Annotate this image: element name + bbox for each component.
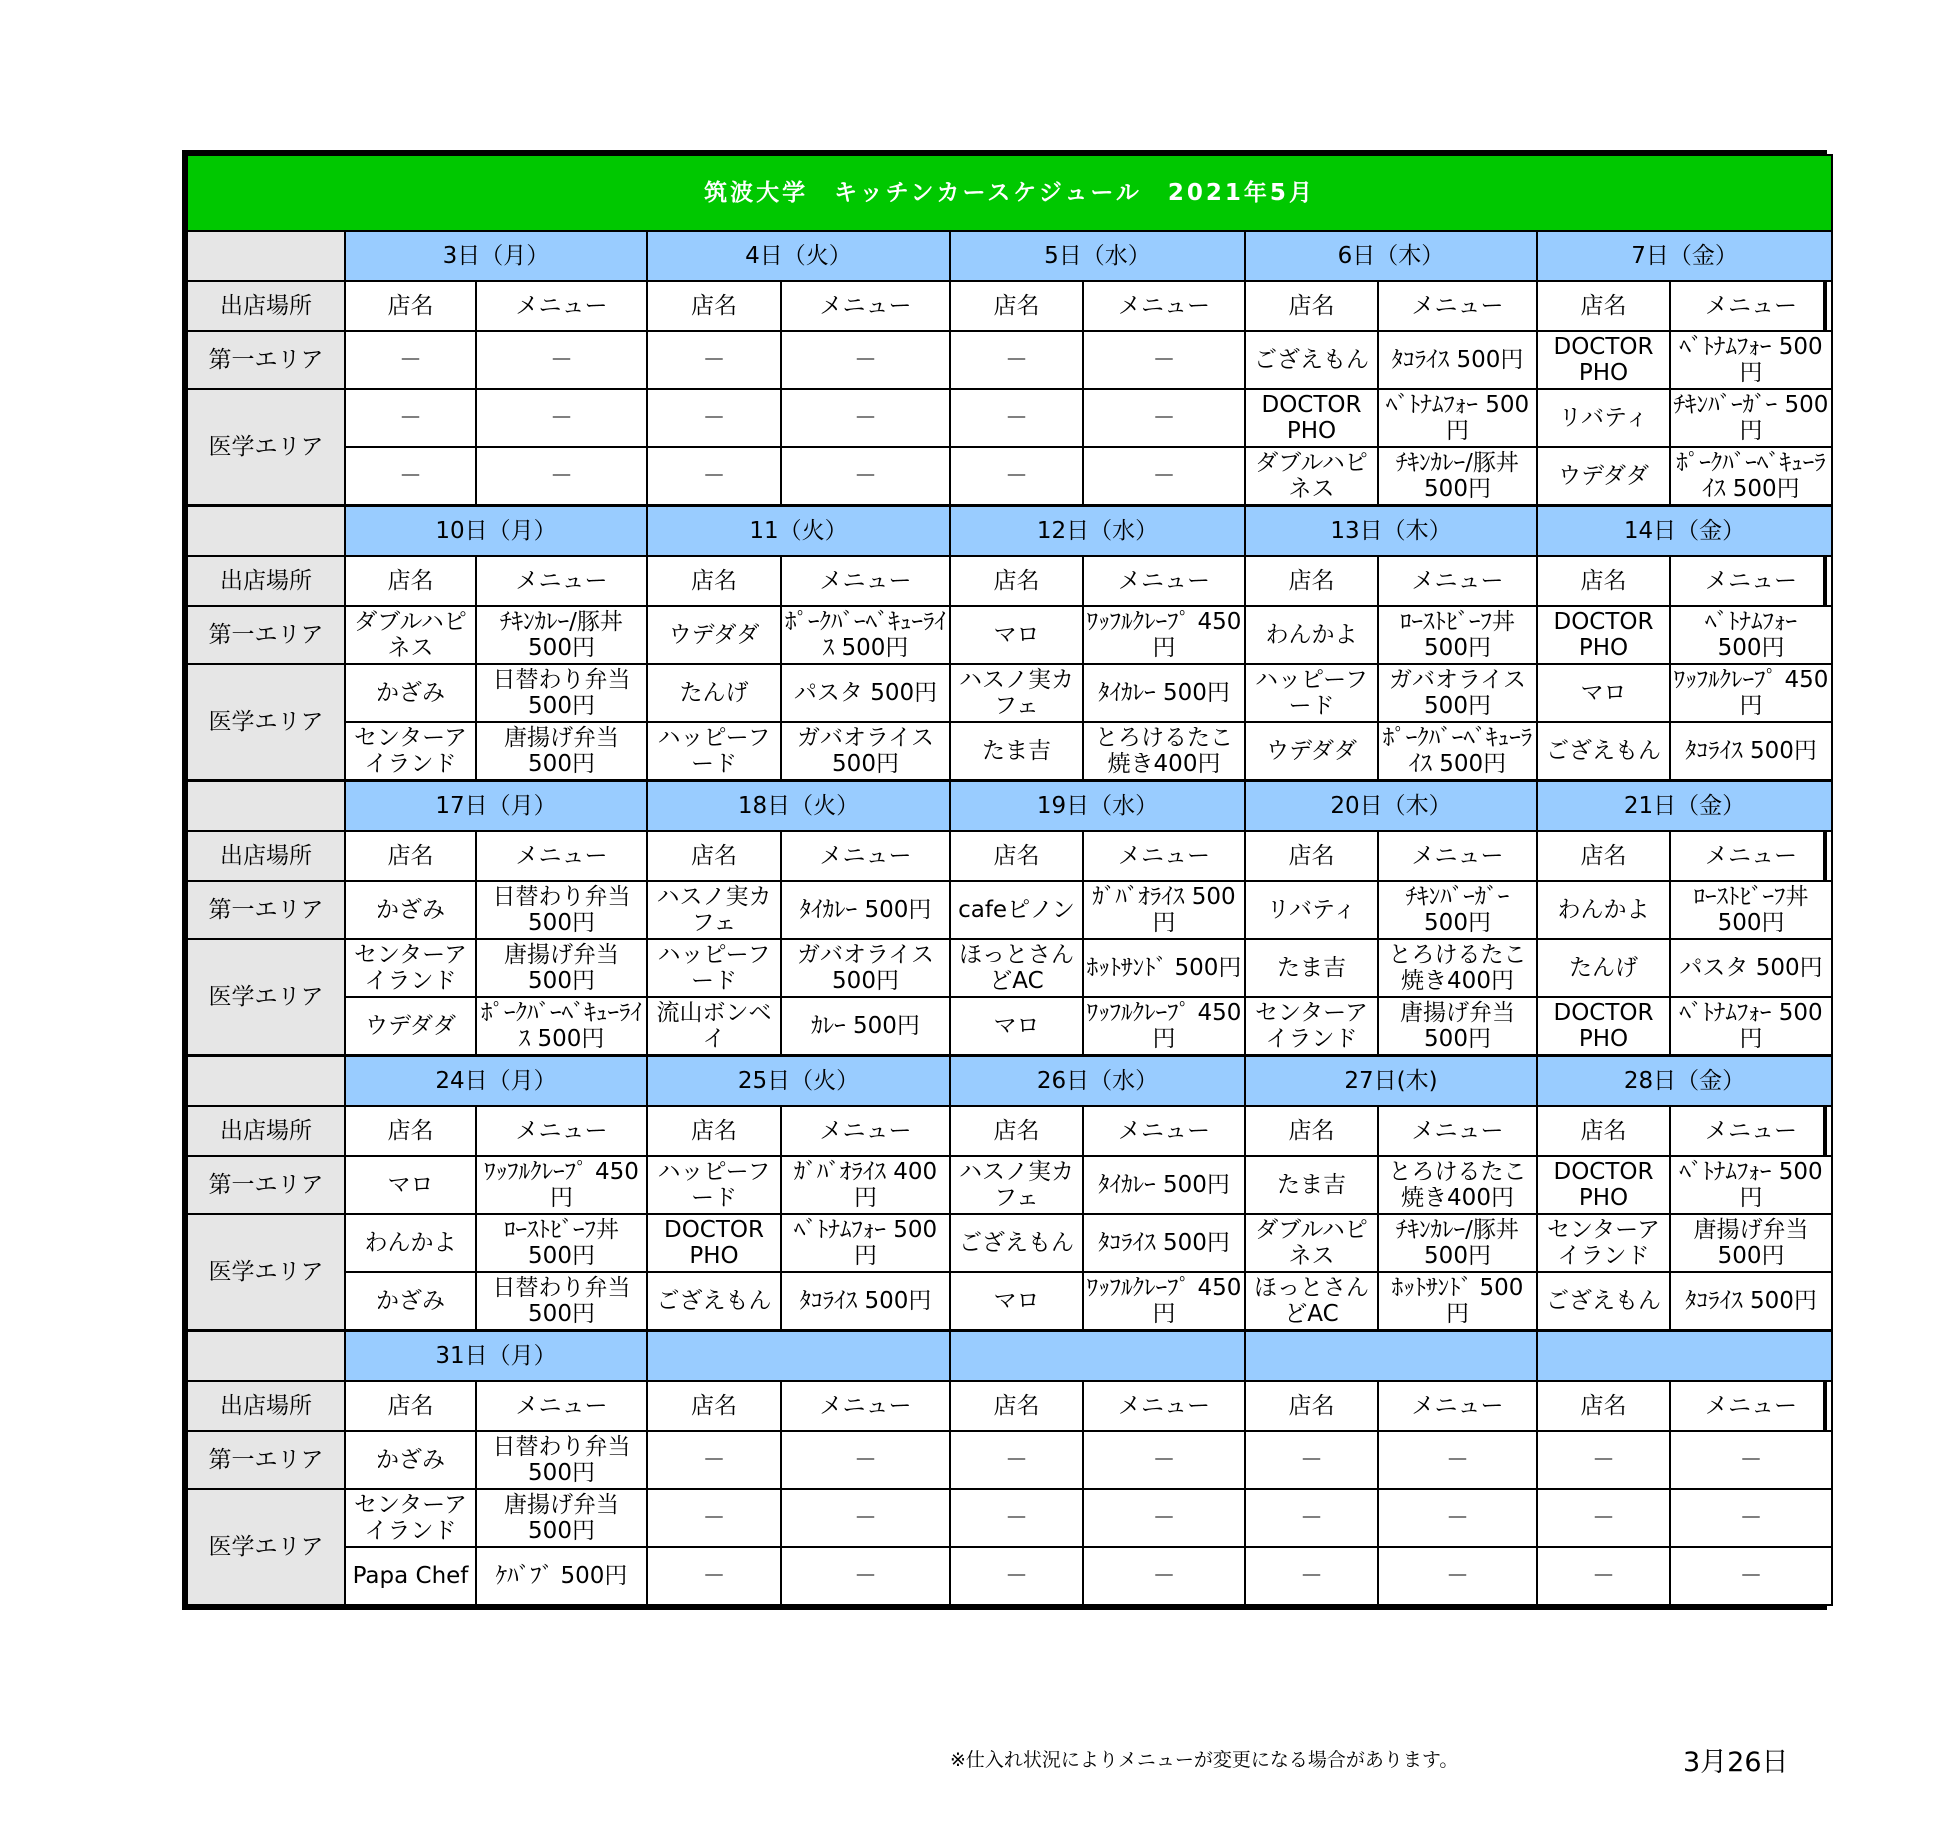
day-header: 25日（火） xyxy=(647,1056,950,1107)
shop-header: 店名 xyxy=(647,1381,781,1431)
day-header: 10日（月） xyxy=(345,506,647,557)
shop-name-cell: ござえもん xyxy=(950,1214,1083,1272)
menu-cell: とろけるたこ焼き400円 xyxy=(1378,939,1537,997)
shop-name-cell: ハッピーフード xyxy=(647,722,781,781)
day-header: 24日（月） xyxy=(345,1056,647,1107)
shop-name-cell: DOCTOR PHO xyxy=(1537,997,1670,1056)
area2-row xyxy=(187,1214,1832,1272)
shop-name-cell: － xyxy=(345,389,476,447)
menu-cell: ﾛｰｽﾄﾋﾞｰﾌ丼 500円 xyxy=(1378,606,1537,664)
menu-cell: ﾀｲｶﾚｰ 500円 xyxy=(781,881,950,939)
menu-cell: － xyxy=(1378,1489,1537,1547)
area1-row xyxy=(187,1431,1832,1489)
shop-name-cell: DOCTOR PHO xyxy=(1537,331,1670,389)
menu-cell: ﾍﾞﾄﾅﾑﾌｫｰ 500円 xyxy=(1670,606,1832,664)
menu-cell: － xyxy=(1083,447,1245,506)
location-header: 出店場所 xyxy=(187,831,345,881)
day-header: 4日（火） xyxy=(647,231,950,281)
menu-cell: ﾎｯﾄｻﾝﾄﾞ 500円 xyxy=(1083,939,1245,997)
menu-header: メニュー xyxy=(476,556,647,606)
menu-cell: ﾎﾟｰｸﾊﾞｰﾍﾞｷｭｰﾗｲｽ 500円 xyxy=(476,997,647,1056)
shop-header: 店名 xyxy=(345,556,476,606)
menu-cell: ﾍﾞﾄﾅﾑﾌｫｰ 500円 xyxy=(1670,331,1832,389)
shop-header: 店名 xyxy=(647,1106,781,1156)
menu-header: メニュー xyxy=(781,281,950,331)
shop-name-cell: DOCTOR PHO xyxy=(647,1214,781,1272)
menu-header: メニュー xyxy=(1083,281,1245,331)
shop-name-cell: － xyxy=(950,1431,1083,1489)
shop-name-cell: ハッピーフード xyxy=(647,1156,781,1214)
shop-name-cell: － xyxy=(950,1489,1083,1547)
menu-header: メニュー xyxy=(1083,556,1245,606)
day-header xyxy=(1537,1331,1832,1382)
shop-name-cell: マロ xyxy=(950,997,1083,1056)
day-header: 20日（木） xyxy=(1245,781,1537,832)
shop-name-cell: ハスノ実カフェ xyxy=(950,664,1083,722)
shop-name-cell: たま吉 xyxy=(950,722,1083,781)
area-label-area1: 第一エリア xyxy=(187,331,345,389)
menu-cell: － xyxy=(781,389,950,447)
shop-name-cell: － xyxy=(345,447,476,506)
menu-cell: ガバオライス 500円 xyxy=(781,939,950,997)
menu-cell: ﾍﾞﾄﾅﾑﾌｫｰ 500円 xyxy=(1670,1156,1832,1214)
shop-header: 店名 xyxy=(1537,281,1670,331)
shop-name-cell: ござえもん xyxy=(1245,331,1378,389)
shop-name-cell: － xyxy=(1245,1489,1378,1547)
shop-header: 店名 xyxy=(1537,1381,1670,1431)
shop-name-cell: マロ xyxy=(345,1156,476,1214)
area-label-area2: 医学エリア xyxy=(187,664,345,781)
menu-cell: ﾁｷﾝﾊﾞｰｶﾞｰ 500円 xyxy=(1378,881,1537,939)
shop-name-cell: センターアイランド xyxy=(345,1489,476,1547)
shop-header: 店名 xyxy=(647,556,781,606)
shop-name-cell: リバティ xyxy=(1245,881,1378,939)
column-header-row xyxy=(187,831,1832,881)
shop-name-cell: － xyxy=(345,331,476,389)
menu-cell: － xyxy=(1378,1547,1537,1605)
menu-cell: 唐揚げ弁当 500円 xyxy=(476,1489,647,1547)
menu-cell: － xyxy=(1670,1431,1832,1489)
shop-header: 店名 xyxy=(345,831,476,881)
menu-cell: ｶﾞﾊﾞｵﾗｲｽ 400円 xyxy=(781,1156,950,1214)
shop-name-cell: ダブルハピネス xyxy=(345,606,476,664)
shop-name-cell: － xyxy=(950,447,1083,506)
menu-cell: 日替わり弁当 500円 xyxy=(476,1431,647,1489)
shop-name-cell: ダブルハピネス xyxy=(1245,1214,1378,1272)
shop-name-cell: かざみ xyxy=(345,1431,476,1489)
shop-name-cell: かざみ xyxy=(345,1272,476,1331)
menu-cell: － xyxy=(1083,389,1245,447)
day-header: 19日（水） xyxy=(950,781,1245,832)
corner-cell xyxy=(187,231,345,281)
menu-header: メニュー xyxy=(1083,831,1245,881)
shop-name-cell: ダブルハピネス xyxy=(1245,447,1378,506)
day-header: 5日（水） xyxy=(950,231,1245,281)
menu-cell: － xyxy=(1083,1489,1245,1547)
shop-header: 店名 xyxy=(950,1106,1083,1156)
menu-cell: ガバオライス 500円 xyxy=(1378,664,1537,722)
menu-cell: ﾍﾞﾄﾅﾑﾌｫｰ 500円 xyxy=(1378,389,1537,447)
menu-cell: － xyxy=(1083,1431,1245,1489)
area2-row xyxy=(187,997,1832,1056)
shop-name-cell: かざみ xyxy=(345,881,476,939)
location-header: 出店場所 xyxy=(187,1381,345,1431)
shop-name-cell: － xyxy=(647,1431,781,1489)
menu-cell: ﾁｷﾝｶﾚｰ/豚丼 500円 xyxy=(1378,447,1537,506)
shop-name-cell: ウデダダ xyxy=(1537,447,1670,506)
menu-cell: － xyxy=(1083,331,1245,389)
corner-cell xyxy=(187,506,345,557)
shop-name-cell: cafeピノン xyxy=(950,881,1083,939)
day-header: 3日（月） xyxy=(345,231,647,281)
footer-note: ※仕入れ状況によりメニューが変更になる場合があります。 xyxy=(950,1749,1459,1771)
menu-header: メニュー xyxy=(476,1106,647,1156)
menu-cell: ﾍﾞﾄﾅﾑﾌｫｰ 500円 xyxy=(781,1214,950,1272)
day-header xyxy=(647,1331,950,1382)
menu-header: メニュー xyxy=(476,831,647,881)
shop-name-cell: ウデダダ xyxy=(647,606,781,664)
day-header xyxy=(1245,1331,1537,1382)
day-header: 28日（金） xyxy=(1537,1056,1832,1107)
menu-cell: ﾀｺﾗｲｽ 500円 xyxy=(1670,722,1832,781)
shop-header: 店名 xyxy=(950,556,1083,606)
menu-header: メニュー xyxy=(1378,556,1537,606)
shop-header: 店名 xyxy=(647,281,781,331)
shop-header: 店名 xyxy=(1245,831,1378,881)
area2-row xyxy=(187,1547,1832,1605)
area-label-area2: 医学エリア xyxy=(187,1489,345,1605)
menu-cell: ﾜｯﾌﾙｸﾚｰﾌﾟ 450円 xyxy=(1083,997,1245,1056)
menu-cell: ﾎﾟｰｸﾊﾞｰﾍﾞｷｭｰﾗｲｽ 500円 xyxy=(1378,722,1537,781)
menu-cell: ﾀｺﾗｲｽ 500円 xyxy=(1670,1272,1832,1331)
day-header: 27日(木) xyxy=(1245,1056,1537,1107)
menu-cell: 唐揚げ弁当 500円 xyxy=(1378,997,1537,1056)
menu-cell: ﾀｺﾗｲｽ 500円 xyxy=(1083,1214,1245,1272)
shop-name-cell: ハッピーフード xyxy=(647,939,781,997)
menu-cell: 日替わり弁当 500円 xyxy=(476,664,647,722)
menu-cell: － xyxy=(781,1431,950,1489)
shop-name-cell: DOCTOR PHO xyxy=(1245,389,1378,447)
shop-name-cell: わんかよ xyxy=(1245,606,1378,664)
menu-cell: － xyxy=(781,1489,950,1547)
page-title: 筑波大学 キッチンカースケジュール 2021年5月 xyxy=(187,155,1832,231)
shop-name-cell: － xyxy=(1245,1547,1378,1605)
shop-name-cell: ウデダダ xyxy=(345,997,476,1056)
menu-header: メニュー xyxy=(781,1106,950,1156)
shop-header: 店名 xyxy=(1537,1106,1670,1156)
shop-name-cell: － xyxy=(1245,1431,1378,1489)
day-header: 11（火） xyxy=(647,506,950,557)
area-label-area2: 医学エリア xyxy=(187,1214,345,1331)
area2-row xyxy=(187,722,1832,781)
menu-cell: ﾀｺﾗｲｽ 500円 xyxy=(781,1272,950,1331)
column-header-row xyxy=(187,1106,1832,1156)
menu-cell: ﾎｯﾄｻﾝﾄﾞ 500円 xyxy=(1378,1272,1537,1331)
column-header-row xyxy=(187,281,1832,331)
area2-row xyxy=(187,1272,1832,1331)
menu-cell: ﾜｯﾌﾙｸﾚｰﾌﾟ 450円 xyxy=(1083,1272,1245,1331)
shop-header: 店名 xyxy=(1245,281,1378,331)
shop-header: 店名 xyxy=(1245,556,1378,606)
shop-name-cell: センターアイランド xyxy=(345,939,476,997)
day-header: 26日（水） xyxy=(950,1056,1245,1107)
shop-name-cell: センターアイランド xyxy=(345,722,476,781)
menu-cell: ﾜｯﾌﾙｸﾚｰﾌﾟ 450円 xyxy=(1083,606,1245,664)
menu-cell: ｶﾞﾊﾞｵﾗｲｽ 500円 xyxy=(1083,881,1245,939)
shop-header: 店名 xyxy=(1245,1106,1378,1156)
menu-header: メニュー xyxy=(476,1381,647,1431)
area1-row xyxy=(187,606,1832,664)
menu-header: メニュー xyxy=(781,556,950,606)
week-day-row xyxy=(187,1056,1832,1107)
menu-header: メニュー xyxy=(781,1381,950,1431)
menu-header: メニュー xyxy=(1670,1381,1832,1431)
day-header: 14日（金） xyxy=(1537,506,1832,557)
menu-cell: ﾜｯﾌﾙｸﾚｰﾌﾟ 450円 xyxy=(476,1156,647,1214)
area-label-area2: 医学エリア xyxy=(187,939,345,1056)
menu-cell: － xyxy=(476,389,647,447)
column-header-row xyxy=(187,1381,1832,1431)
shop-name-cell: ほっとさんどAC xyxy=(950,939,1083,997)
day-header: 12日（水） xyxy=(950,506,1245,557)
menu-cell: ﾁｷﾝｶﾚｰ/豚丼 500円 xyxy=(1378,1214,1537,1272)
day-header: 18日（火） xyxy=(647,781,950,832)
shop-name-cell: かざみ xyxy=(345,664,476,722)
day-header: 13日（木） xyxy=(1245,506,1537,557)
area1-row xyxy=(187,331,1832,389)
shop-name-cell: DOCTOR PHO xyxy=(1537,1156,1670,1214)
shop-name-cell: － xyxy=(647,1547,781,1605)
menu-header: メニュー xyxy=(1083,1381,1245,1431)
shop-name-cell: － xyxy=(647,331,781,389)
menu-cell: － xyxy=(1083,1547,1245,1605)
menu-cell: ｹﾊﾞﾌﾞ 500円 xyxy=(476,1547,647,1605)
area-label-area2: 医学エリア xyxy=(187,389,345,506)
menu-header: メニュー xyxy=(1378,1381,1537,1431)
menu-cell: ﾁｷﾝｶﾚｰ/豚丼 500円 xyxy=(476,606,647,664)
shop-name-cell: センターアイランド xyxy=(1537,1214,1670,1272)
day-header: 21日（金） xyxy=(1537,781,1832,832)
menu-cell: ガバオライス 500円 xyxy=(781,722,950,781)
menu-cell: － xyxy=(476,447,647,506)
corner-cell xyxy=(187,1331,345,1382)
shop-name-cell: － xyxy=(1537,1489,1670,1547)
menu-cell: ﾎﾟｰｸﾊﾞｰﾍﾞｷｭｰﾗｲｽ 500円 xyxy=(1670,447,1832,506)
day-header: 17日（月） xyxy=(345,781,647,832)
shop-name-cell: ござえもん xyxy=(1537,722,1670,781)
area2-row xyxy=(187,939,1832,997)
menu-cell: 唐揚げ弁当 500円 xyxy=(1670,1214,1832,1272)
menu-cell: － xyxy=(781,1547,950,1605)
shop-name-cell: ハスノ実カフェ xyxy=(647,881,781,939)
area-label-area1: 第一エリア xyxy=(187,881,345,939)
menu-cell: － xyxy=(1670,1489,1832,1547)
menu-cell: 日替わり弁当 500円 xyxy=(476,1272,647,1331)
area2-row xyxy=(187,1489,1832,1547)
menu-cell: とろけるたこ焼き400円 xyxy=(1083,722,1245,781)
menu-header: メニュー xyxy=(1670,831,1832,881)
day-header xyxy=(950,1331,1245,1382)
menu-cell: 唐揚げ弁当 500円 xyxy=(476,722,647,781)
menu-cell: ﾀｺﾗｲｽ 500円 xyxy=(1378,331,1537,389)
shop-name-cell: ござえもん xyxy=(647,1272,781,1331)
shop-name-cell: リバティ xyxy=(1537,389,1670,447)
day-header: 6日（木） xyxy=(1245,231,1537,281)
shop-name-cell: Papa Chef xyxy=(345,1547,476,1605)
menu-cell: パスタ 500円 xyxy=(1670,939,1832,997)
area-label-area1: 第一エリア xyxy=(187,606,345,664)
shop-name-cell: ほっとさんどAC xyxy=(1245,1272,1378,1331)
menu-cell: ｶﾚｰ 500円 xyxy=(781,997,950,1056)
area-label-area1: 第一エリア xyxy=(187,1156,345,1214)
shop-name-cell: － xyxy=(950,331,1083,389)
menu-header: メニュー xyxy=(1378,1106,1537,1156)
schedule-table xyxy=(186,154,1833,1606)
shop-header: 店名 xyxy=(345,281,476,331)
menu-header: メニュー xyxy=(1378,281,1537,331)
area1-row xyxy=(187,1156,1832,1214)
shop-name-cell: DOCTOR PHO xyxy=(1537,606,1670,664)
shop-name-cell: － xyxy=(647,1489,781,1547)
menu-header: メニュー xyxy=(1378,831,1537,881)
day-header: 7日（金） xyxy=(1537,231,1832,281)
menu-cell: 唐揚げ弁当 500円 xyxy=(476,939,647,997)
menu-cell: ﾛｰｽﾄﾋﾞｰﾌ丼 500円 xyxy=(1670,881,1832,939)
shop-header: 店名 xyxy=(345,1381,476,1431)
shop-name-cell: わんかよ xyxy=(1537,881,1670,939)
shop-name-cell: センターアイランド xyxy=(1245,997,1378,1056)
location-header: 出店場所 xyxy=(187,1106,345,1156)
menu-cell: ﾎﾟｰｸﾊﾞｰﾍﾞｷｭｰﾗｲｽ 500円 xyxy=(781,606,950,664)
menu-cell: － xyxy=(1670,1547,1832,1605)
menu-header: メニュー xyxy=(476,281,647,331)
column-header-row xyxy=(187,556,1832,606)
menu-header: メニュー xyxy=(1670,1106,1832,1156)
menu-cell: － xyxy=(1378,1431,1537,1489)
week-day-row xyxy=(187,506,1832,557)
menu-cell: ﾀｲｶﾚｰ 500円 xyxy=(1083,664,1245,722)
shop-name-cell: ハスノ実カフェ xyxy=(950,1156,1083,1214)
week-day-row xyxy=(187,1331,1832,1382)
shop-header: 店名 xyxy=(950,1381,1083,1431)
shop-header: 店名 xyxy=(950,831,1083,881)
shop-name-cell: たんげ xyxy=(647,664,781,722)
menu-header: メニュー xyxy=(1670,556,1832,606)
area1-row xyxy=(187,881,1832,939)
corner-cell xyxy=(187,1056,345,1107)
shop-name-cell: － xyxy=(647,447,781,506)
shop-name-cell: たま吉 xyxy=(1245,1156,1378,1214)
shop-name-cell: － xyxy=(950,1547,1083,1605)
shop-name-cell: マロ xyxy=(1537,664,1670,722)
shop-name-cell: 流山ボンベイ xyxy=(647,997,781,1056)
shop-name-cell: ござえもん xyxy=(1537,1272,1670,1331)
shop-name-cell: マロ xyxy=(950,606,1083,664)
menu-header: メニュー xyxy=(1670,281,1832,331)
menu-cell: ﾜｯﾌﾙｸﾚｰﾌﾟ 450円 xyxy=(1670,664,1832,722)
shop-name-cell: マロ xyxy=(950,1272,1083,1331)
shop-header: 店名 xyxy=(950,281,1083,331)
menu-cell: とろけるたこ焼き400円 xyxy=(1378,1156,1537,1214)
menu-cell: ﾍﾞﾄﾅﾑﾌｫｰ 500円 xyxy=(1670,997,1832,1056)
shop-name-cell: ハッピーフード xyxy=(1245,664,1378,722)
shop-name-cell: わんかよ xyxy=(345,1214,476,1272)
menu-cell: 日替わり弁当 500円 xyxy=(476,881,647,939)
area2-row xyxy=(187,447,1832,506)
week-day-row xyxy=(187,231,1832,281)
shop-name-cell: ウデダダ xyxy=(1245,722,1378,781)
shop-name-cell: － xyxy=(950,389,1083,447)
menu-cell: ﾛｰｽﾄﾋﾞｰﾌ丼 500円 xyxy=(476,1214,647,1272)
menu-cell: － xyxy=(781,331,950,389)
location-header: 出店場所 xyxy=(187,281,345,331)
area2-row xyxy=(187,389,1832,447)
shop-name-cell: － xyxy=(1537,1431,1670,1489)
area2-row xyxy=(187,664,1832,722)
location-header: 出店場所 xyxy=(187,556,345,606)
menu-cell: ﾀｲｶﾚｰ 500円 xyxy=(1083,1156,1245,1214)
shop-name-cell: － xyxy=(647,389,781,447)
menu-cell: － xyxy=(476,331,647,389)
shop-name-cell: たま吉 xyxy=(1245,939,1378,997)
shop-header: 店名 xyxy=(1245,1381,1378,1431)
menu-cell: － xyxy=(781,447,950,506)
area-label-area1: 第一エリア xyxy=(187,1431,345,1489)
day-header: 31日（月） xyxy=(345,1331,647,1382)
schedule-sheet xyxy=(182,150,1827,1610)
corner-cell xyxy=(187,781,345,832)
shop-header: 店名 xyxy=(647,831,781,881)
week-day-row xyxy=(187,781,1832,832)
shop-name-cell: たんげ xyxy=(1537,939,1670,997)
shop-header: 店名 xyxy=(1537,556,1670,606)
menu-cell: ﾁｷﾝﾊﾞｰｶﾞｰ 500円 xyxy=(1670,389,1832,447)
menu-header: メニュー xyxy=(781,831,950,881)
shop-name-cell: － xyxy=(1537,1547,1670,1605)
menu-cell: パスタ 500円 xyxy=(781,664,950,722)
shop-header: 店名 xyxy=(1537,831,1670,881)
shop-header: 店名 xyxy=(345,1106,476,1156)
footer-date: 3月26日 xyxy=(1683,1747,1789,1778)
menu-header: メニュー xyxy=(1083,1106,1245,1156)
